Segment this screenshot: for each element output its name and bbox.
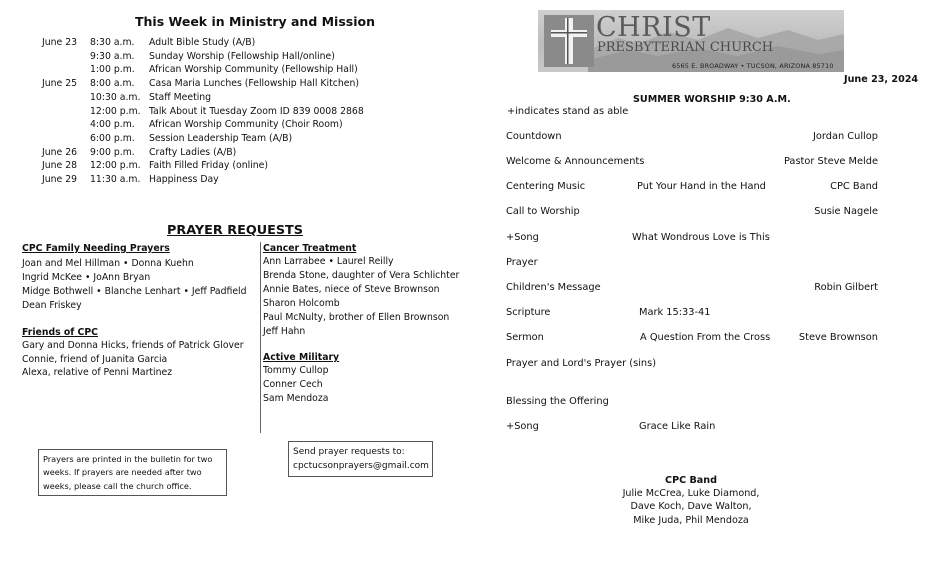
- worship-item-name: Children's Message: [506, 282, 601, 293]
- prayer-name: Annie Bates, niece of Steve Brownson: [263, 283, 440, 295]
- prayer-name: Jeff Hahn: [263, 325, 306, 337]
- worship-item-detail: Grace Like Rain: [639, 421, 716, 432]
- prayer-title: PRAYER REQUESTS: [167, 223, 303, 238]
- prayer-name: Tommy Cullop: [263, 365, 329, 376]
- cancer-heading: Cancer Treatment: [263, 243, 357, 254]
- prayer-name: Sharon Holcomb: [263, 297, 340, 309]
- worship-item: [506, 421, 878, 435]
- schedule-date: June 28: [42, 160, 78, 172]
- prayer-name: Joan and Mel Hillman • Donna Kuehn: [22, 258, 194, 269]
- worship-item-leader: Susie Nagele: [814, 206, 878, 217]
- worship-item: [506, 181, 878, 195]
- worship-item-name: Sermon: [506, 332, 544, 343]
- military-list: [263, 364, 493, 406]
- schedule-event: Staff Meeting: [149, 91, 212, 103]
- schedule-event: African Worship Community (Choir Room): [149, 119, 343, 131]
- schedule-date: June 26: [42, 146, 78, 158]
- worship-item-leader: CPC Band: [830, 181, 878, 192]
- prayer-name: Ann Larrabee • Laurel Reilly: [263, 256, 394, 267]
- worship-item-name: Prayer: [506, 257, 538, 268]
- cancer-section: [263, 243, 493, 338]
- worship-item-leader: Jordan Cullop: [813, 131, 878, 142]
- family-list: [22, 257, 257, 313]
- worship-item-name: Prayer and Lord's Prayer (sins): [506, 358, 657, 369]
- worship-item: [506, 282, 878, 296]
- column-divider: [260, 242, 261, 433]
- church-name-main: CHRIST: [596, 12, 711, 43]
- bulletin-date: June 23, 2024: [844, 74, 919, 85]
- schedule-event: Talk About it Tuesday Zoom ID 839 0008 2868: [149, 105, 364, 117]
- cross-icon: [544, 15, 594, 67]
- worship-item-name: Call to Worship: [506, 206, 580, 217]
- worship-item-name: Blessing the Offering: [506, 396, 609, 407]
- prayer-name: Ingrid McKee • JoAnn Bryan: [22, 272, 151, 283]
- worship-item-detail: Mark 15:33-41: [639, 307, 711, 318]
- worship-item-detail: What Wondrous Love is This: [632, 232, 770, 243]
- schedule-time: 9:30 a.m.: [90, 50, 135, 62]
- schedule-time: 1:00 p.m.: [90, 64, 135, 76]
- family-heading: CPC Family Needing Prayers: [22, 243, 170, 254]
- worship-item-name: Countdown: [506, 131, 562, 142]
- schedule-event: Faith Filled Friday (online): [149, 160, 269, 172]
- worship-item: [506, 358, 878, 372]
- schedule-time: 10:30 a.m.: [90, 91, 141, 103]
- prayer-name: Conner Cech: [263, 379, 323, 390]
- ministry-schedule: [42, 37, 402, 197]
- schedule-time: 9:00 p.m.: [90, 146, 135, 158]
- schedule-date: June 25: [42, 78, 78, 90]
- prayer-note-line: Prayers are printed in the bulletin for two: [43, 454, 213, 464]
- worship-item-leader: Robin Gilbert: [814, 282, 878, 293]
- ministry-title: This Week in Ministry and Mission: [135, 14, 375, 29]
- schedule-time: 11:30 a.m.: [90, 174, 141, 185]
- stand-note: +indicates stand as able: [507, 106, 629, 117]
- friends-heading: Friends of CPC: [22, 327, 99, 338]
- church-address: 6565 E. BROADWAY • TUCSON, ARIZONA 85710: [672, 62, 834, 70]
- prayer-name: Midge Bothwell • Blanche Lenhart • Jeff Padfield: [22, 286, 247, 297]
- schedule-time: 8:30 a.m.: [90, 37, 135, 48]
- prayer-name: Gary and Donna Hicks, friends of Patrick Glover: [22, 340, 244, 351]
- friends-list: [22, 339, 257, 380]
- prayer-name: Dean Friskey: [22, 300, 82, 311]
- cancer-list: [263, 255, 493, 338]
- schedule-event: Casa Maria Lunches (Fellowship Hall Kitchen): [149, 78, 359, 90]
- band-members-line: Mike Juda, Phil Mendoza: [633, 514, 749, 526]
- prayer-note-line: weeks. If prayers are needed after two: [43, 467, 202, 478]
- schedule-event: Adult Bible Study (A/B): [149, 37, 256, 48]
- send-requests-box: [288, 441, 433, 477]
- band-section: [606, 474, 776, 527]
- band-members-line: Julie McCrea, Luke Diamond,: [622, 488, 760, 500]
- worship-item-detail: A Question From the Cross: [640, 332, 771, 343]
- worship-item: [506, 257, 878, 271]
- church-name-sub: PRESBYTERIAN CHURCH: [597, 40, 774, 55]
- schedule-event: Happiness Day: [149, 174, 219, 185]
- prayer-name: Alexa, relative of Penni Martinez: [22, 367, 173, 379]
- prayer-email-link[interactable]: cpctucsonprayers@gmail.com: [293, 461, 429, 471]
- family-section: [22, 243, 257, 313]
- worship-item: [506, 307, 878, 321]
- prayer-name: Paul McNulty, brother of Ellen Brownson: [263, 311, 450, 323]
- worship-item: [506, 396, 878, 410]
- worship-item-name: Centering Music: [506, 181, 586, 192]
- worship-item-name: +Song: [506, 232, 539, 243]
- worship-item-leader: Pastor Steve Melde: [783, 156, 878, 167]
- schedule-event: Session Leadership Team (A/B): [149, 132, 293, 144]
- schedule-event: Crafty Ladies (A/B): [149, 146, 237, 158]
- worship-item: [506, 156, 878, 170]
- worship-item-name: Welcome & Announcements: [506, 156, 645, 167]
- friends-section: [22, 327, 257, 380]
- schedule-time: 4:00 p.m.: [90, 119, 135, 131]
- worship-item-name: +Song: [506, 421, 539, 432]
- schedule-date: June 23: [42, 37, 78, 48]
- schedule-time: 12:00 p.m.: [90, 105, 141, 117]
- prayer-note-line: weeks, please call the church office.: [43, 480, 192, 491]
- schedule-date: June 29: [42, 174, 78, 185]
- send-requests-label: Send prayer requests to:: [293, 447, 405, 457]
- military-section: [263, 352, 493, 406]
- schedule-time: 8:00 a.m.: [90, 78, 135, 90]
- prayer-name: Brenda Stone, daughter of Vera Schlichter: [263, 269, 460, 281]
- worship-item: [506, 131, 878, 145]
- prayer-note-box: [38, 449, 227, 496]
- schedule-event: Sunday Worship (Fellowship Hall/online): [149, 50, 335, 62]
- band-members-line: Dave Koch, Dave Walton,: [630, 501, 752, 513]
- worship-item: [506, 332, 878, 346]
- band-title: CPC Band: [665, 475, 717, 486]
- worship-title: SUMMER WORSHIP 9:30 A.M.: [633, 94, 791, 105]
- prayer-name: Connie, friend of Juanita Garcia: [22, 353, 168, 365]
- schedule-time: 12:00 p.m.: [90, 160, 141, 172]
- worship-item: [506, 206, 878, 220]
- worship-item: [506, 232, 878, 246]
- worship-item-detail: Put Your Hand in the Hand: [637, 181, 766, 192]
- prayer-name: Sam Mendoza: [263, 393, 329, 404]
- schedule-time: 6:00 p.m.: [90, 132, 135, 144]
- military-heading: Active Military: [263, 352, 340, 363]
- worship-item-leader: Steve Brownson: [798, 332, 878, 343]
- worship-item-name: Scripture: [506, 307, 551, 318]
- schedule-event: African Worship Community (Fellowship Hall): [149, 64, 358, 76]
